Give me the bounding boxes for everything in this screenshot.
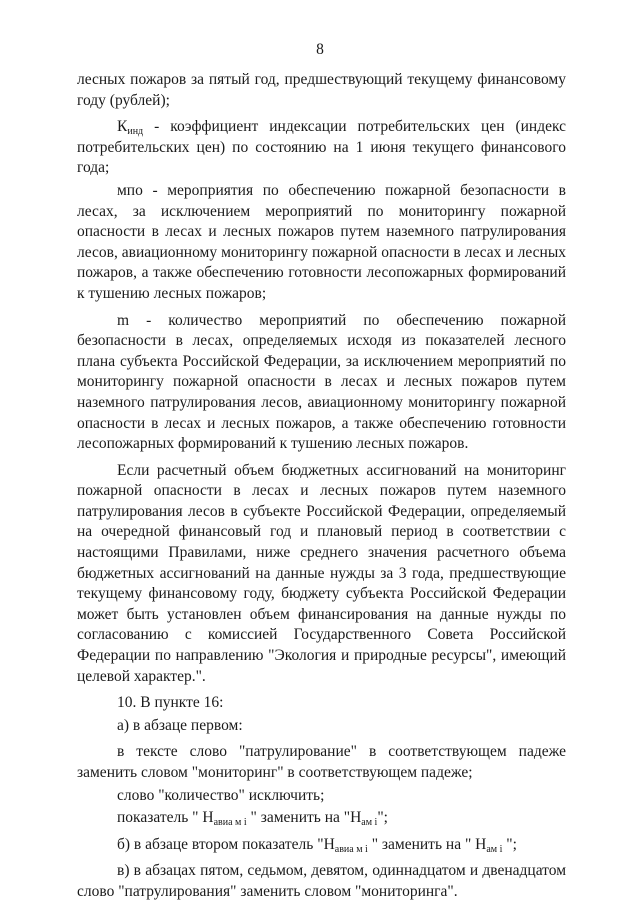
text-part: "; — [502, 835, 517, 853]
formula-symbol: К — [117, 118, 128, 136]
paragraph-replace-word: в тексте слово "патрулирование" в соответствующем падеже заменить словом "мониторинг" в соответствующем падеже; — [77, 743, 566, 781]
paragraph-item-10: 10. В пункте 16: — [117, 694, 224, 712]
text-part: " заменить на " — [246, 809, 351, 827]
formula-subscript: ам i — [361, 817, 378, 829]
paragraph-text: - коэффициент индексации потребительских цен (индекс потребительских цен) по состоянию на 1 июня текущего финансового года; — [77, 118, 566, 177]
paragraph-k-ind — [77, 117, 566, 179]
page-number: 8 — [316, 41, 324, 58]
paragraph-c: в) в абзацах пятом, седьмом, девятом, одиннадцатом и двенадцатом слово "патрулирования" заменить словом "мониторинга". — [77, 862, 566, 900]
document-body — [77, 70, 566, 903]
formula-symbol: Н — [202, 809, 214, 827]
text-part: б) в абзаце втором показатель " — [117, 835, 324, 853]
paragraph-indicator-a — [77, 808, 566, 829]
formula-subscript: инд — [127, 126, 144, 138]
paragraph-budget: Если расчетный объем бюджетных ассигнований на мониторинг пожарной опасности в лесах и лесных пожаров путем наземного патрулирования лесов в субъекте Российской Федерации, определяемый на очередной финансовый год и плановый период в соответствии с настоящими Правилами, ниже среднего значения расчетного объема бюджетных ассигнований на данные нужды за 3 года, предшествующие текущему финансовому году, бюджету субъекта Российской Федерации может быть установлен объем финансирования на данные нужды по согласованию с комиссией Государственного Совета Российской Федерации по направлению "Экология и природные ресурсы", имеющий целевой характер.". — [77, 461, 566, 685]
paragraph-a: а) в абзаце первом: — [117, 716, 243, 734]
paragraph-m: m - количество мероприятий по обеспечению пожарной безопасности в лесах, определяемых исходя из показателей лесного плана субъекта Российской Федерации, за исключением мероприятий по мониторингу пожарной опасности в лесах и лесных пожаров путем наземного патрулирования лесов, авиационному мониторингу пожарной опасности в лесах и лесных пожаров, а также обеспечению готовности лесопожарных формирований к тушению лесных пожаров. — [77, 311, 566, 453]
formula-subscript: авиа м i — [213, 817, 247, 829]
text-part: " заменить на " — [367, 835, 476, 853]
paragraph-continuation: лесных пожаров за пятый год, предшествующий текущему финансовому году (рублей); — [77, 71, 566, 109]
text-part: "; — [377, 809, 388, 827]
paragraph-exclude: слово "количество" исключить; — [117, 786, 325, 804]
text-part: показатель " — [117, 809, 203, 827]
formula-symbol: Н — [475, 835, 487, 853]
formula-subscript: ам i — [486, 843, 503, 855]
formula-symbol: Н — [323, 835, 335, 853]
formula-subscript: авиа м i — [334, 843, 368, 855]
formula-symbol: Н — [350, 809, 362, 827]
paragraph-b — [77, 835, 566, 856]
paragraph-mpo: мпо - мероприятия по обеспечению пожарной безопасности в лесах, за исключением мероприятий по мониторингу пожарной опасности в лесах и лесных пожаров путем наземного патрулирования лесов, авиационному мониторингу пожарной опасности в лесах и лесных пожаров, а также обеспечению готовности лесопожарных формирований к тушению лесных пожаров; — [77, 181, 566, 302]
